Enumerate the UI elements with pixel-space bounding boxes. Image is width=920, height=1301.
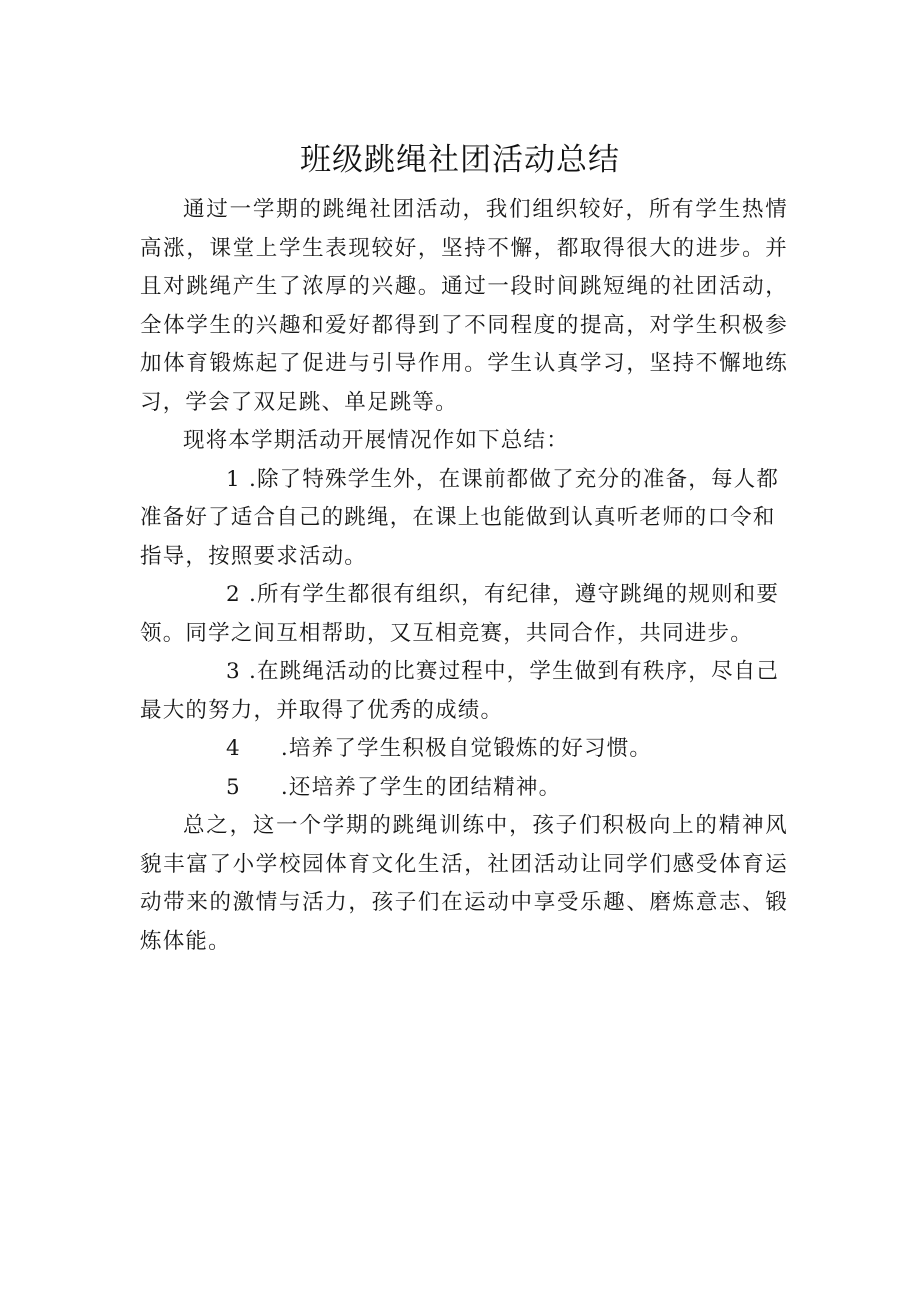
list-item-3: [140, 653, 788, 730]
list-item-number: 2: [226, 582, 241, 607]
document-title: 班级跳绳社团活动总结: [300, 142, 620, 178]
list-item-4: [140, 730, 788, 769]
list-item-number: 1: [226, 466, 241, 492]
lead-paragraph: 现将本学期活动开展情况作如下总结：: [183, 428, 569, 453]
list-item-number: 3: [226, 659, 241, 684]
list-item-text: .所有学生都很有组织，有纪律，遵守跳绳的规则和要领。同学之间互相帮助，又互相竞赛，共同合作，共同进步。: [140, 582, 780, 646]
list-item-number: 5: [226, 774, 241, 800]
list-item-text: .在跳绳活动的比赛过程中，学生做到有秩序，尽自己最大的努力，并取得了优秀的成绩。: [140, 659, 780, 723]
list-item-2: [140, 576, 788, 653]
conclusion-paragraph: 总之，这一个学期的跳绳训练中，孩子们积极向上的精神风貌丰富了小学校园体育文化生活，社团活动让同学们感受体育运动带来的激情与活力，孩子们在运动中享受乐趣、磨炼意志、锻炼体能。: [140, 813, 788, 954]
list-item-text: .还培养了学生的团结精神。: [280, 774, 562, 800]
list-item-5: [140, 769, 788, 808]
list-item-1: [140, 461, 788, 577]
list-item-text: .培养了学生积极自觉锻炼的好习惯。: [280, 736, 653, 761]
document-body: [140, 191, 788, 961]
list-item-number: 4: [226, 736, 241, 761]
intro-paragraph: 通过一学期的跳绳社团活动，我们组织较好，所有学生热情高涨，课堂上学生表现较好，坚持不懈，都取得很大的进步。并且对跳绳产生了浓厚的兴趣。通过一段时间跳短绳的社团活动，全体学生的兴趣和爱好都得到了不同程度的提高，对学生积极参加体育锻炼起了促进与引导作用。学生认真学习，坚持不懈地练习，学会了双足跳、单足跳等。: [140, 197, 788, 415]
list-item-text: .除了特殊学生外，在课前都做了充分的准备，每人都准备好了适合自己的跳绳，在课上也能做到认真听老师的口令和指导，按照要求活动。: [140, 466, 780, 569]
